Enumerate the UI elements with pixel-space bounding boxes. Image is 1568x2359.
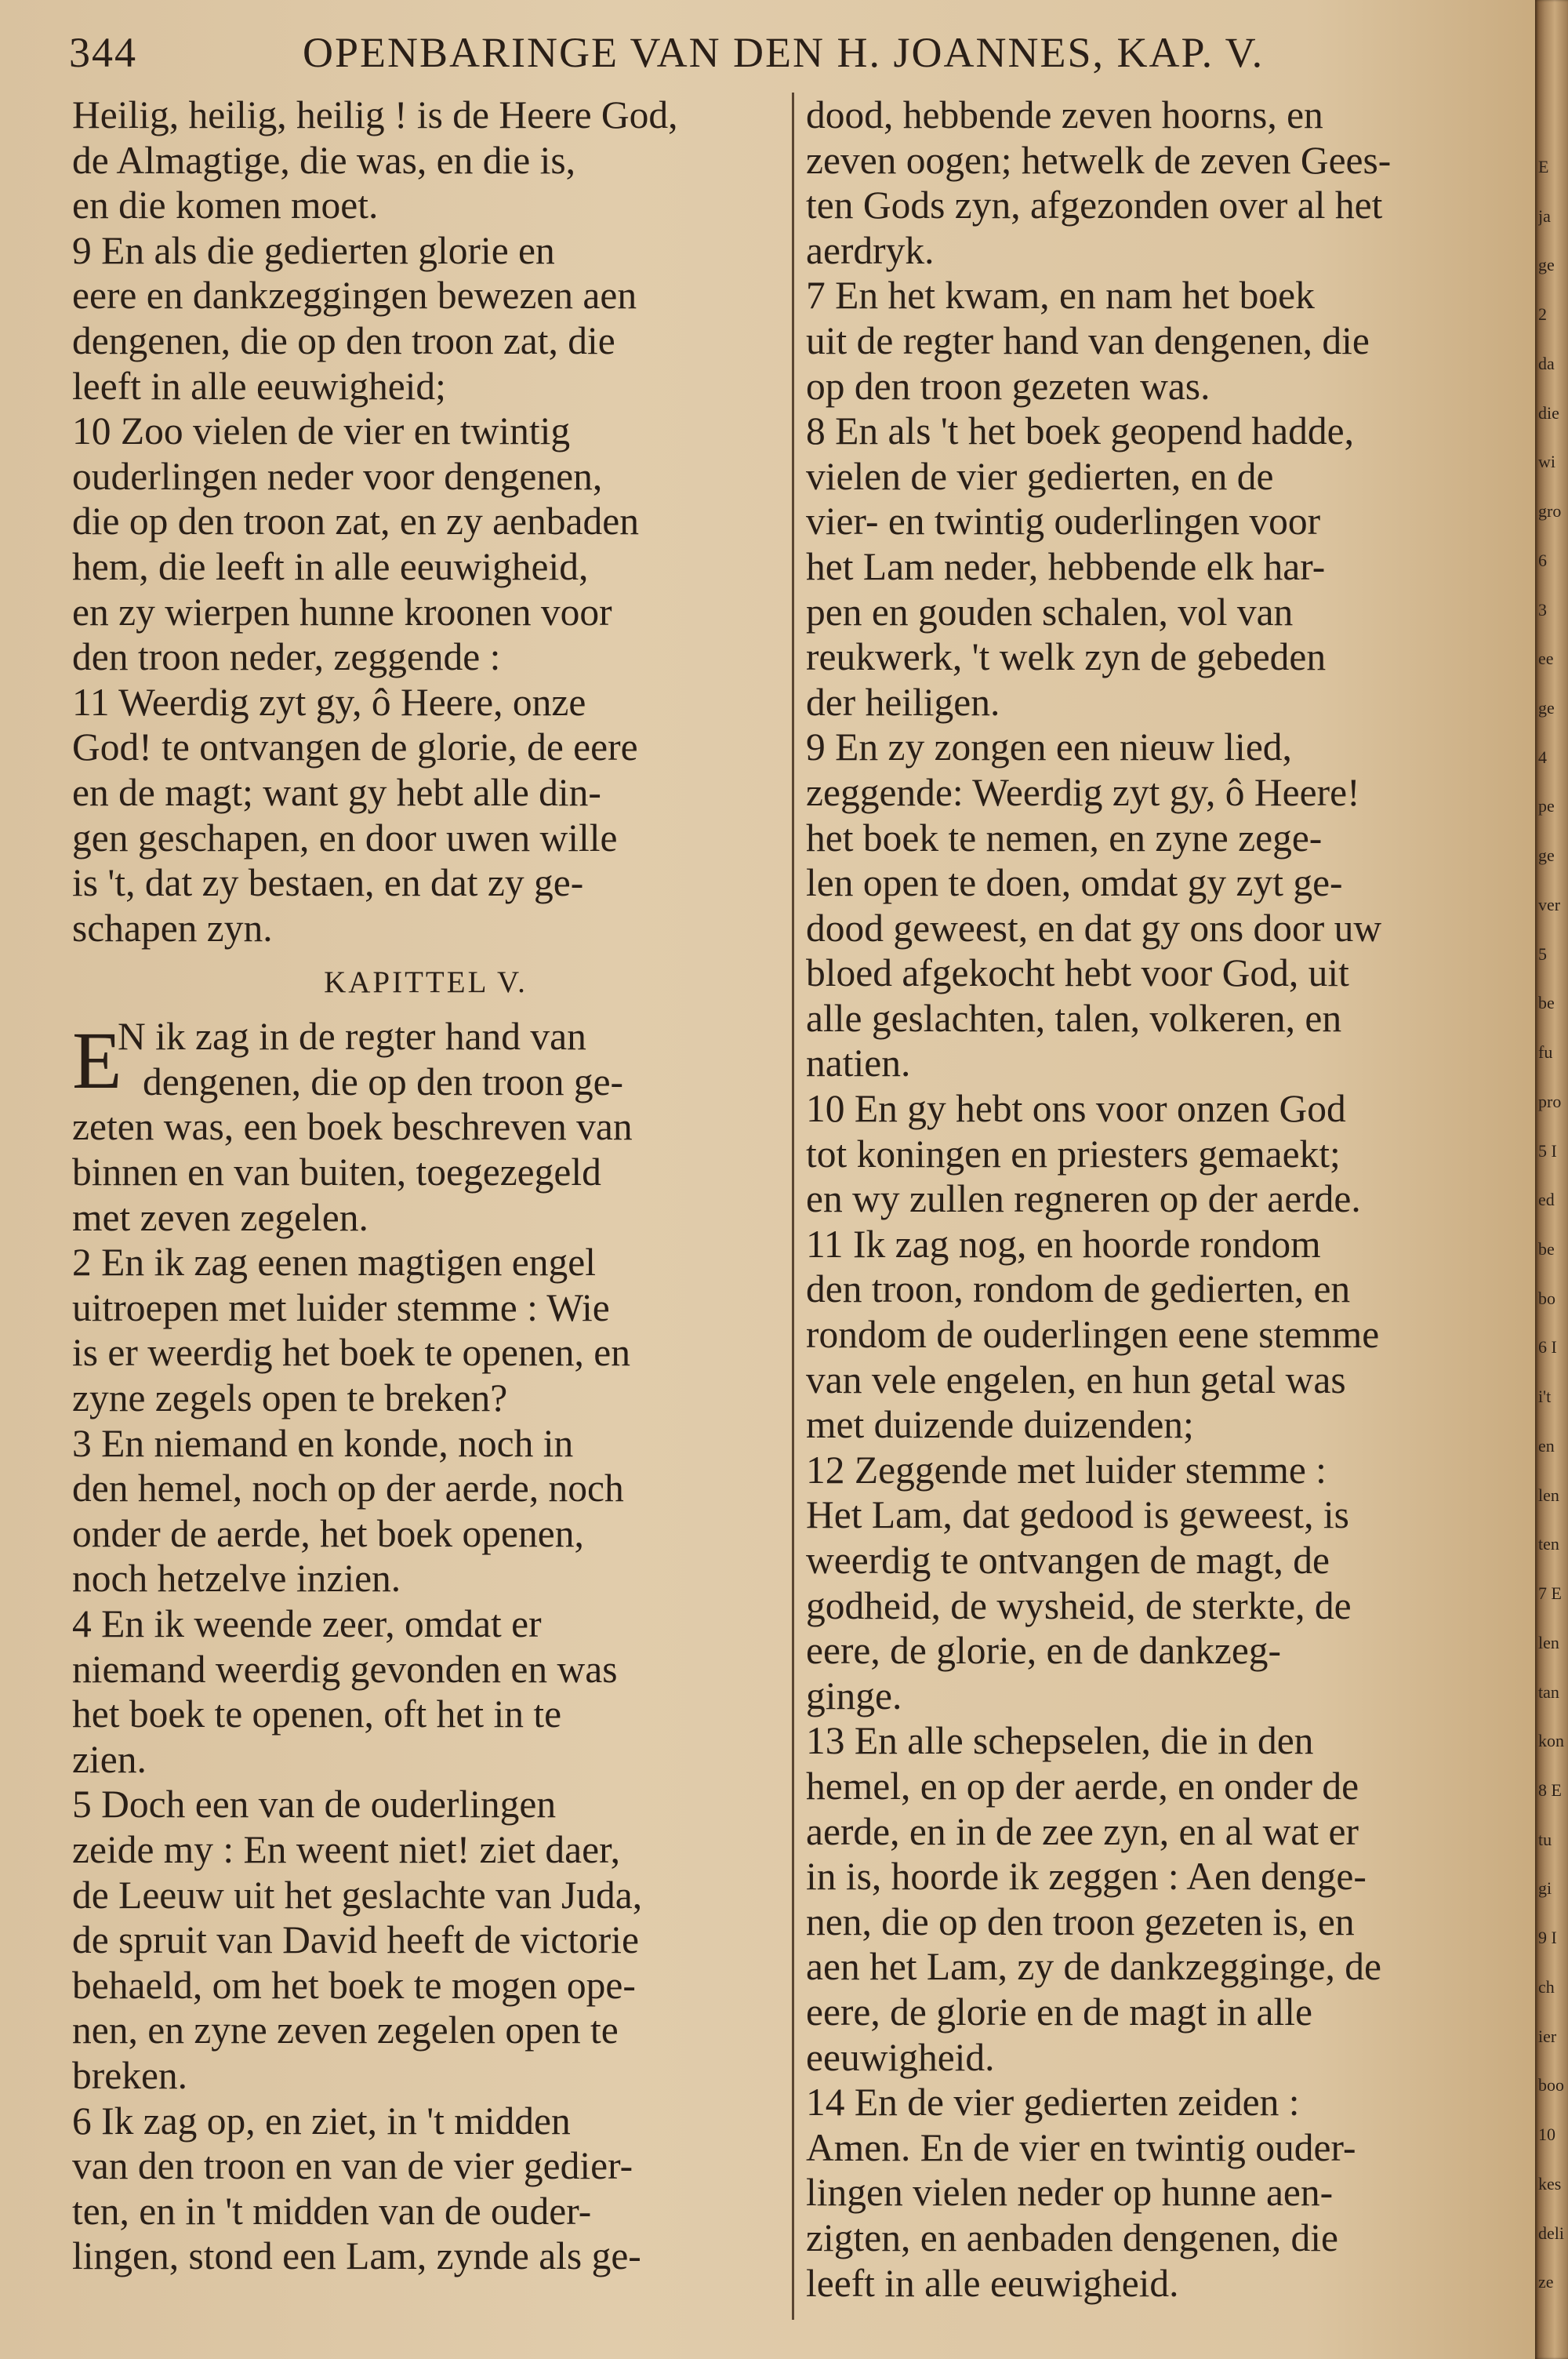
text-line: uitroepen met luider stemme : Wie [72, 1285, 610, 1329]
text-line: 9 En als die gedierten glorie en [72, 228, 555, 272]
text-line: het boek te nemen, en zyne zege- [806, 816, 1323, 860]
text-line: bloed afgekocht hebt voor God, uit [806, 951, 1349, 995]
margin-fragment: bo [1538, 1289, 1555, 1308]
text-line: pen en gouden schalen, vol van [806, 590, 1294, 634]
text-line: 10 Zoo vielen de vier en twintig [72, 409, 571, 453]
text-line: van den troon en van de vier gedier- [72, 2144, 633, 2188]
text-line: 4 En ik weende zeer, omdat er [72, 1602, 542, 1645]
margin-fragment: ch [1538, 1977, 1555, 1997]
text-line: God! te ontvangen de glorie, de eere [72, 725, 638, 769]
margin-fragment: 8 E [1538, 1780, 1562, 1800]
text-line: 10 En gy hebt ons voor onzen God [806, 1087, 1346, 1131]
text-line: schapen zyn. [72, 906, 273, 950]
margin-fragment: 6 I [1538, 1337, 1557, 1357]
text-line: ten, en in 't midden van de ouder- [72, 2189, 592, 2233]
margin-fragment: ge [1538, 698, 1555, 718]
text-line: 11 Ik zag nog, en hoorde rondom [806, 1222, 1321, 1266]
margin-fragment: len [1538, 1633, 1559, 1652]
margin-fragment: kes [1538, 2174, 1562, 2194]
text-line: ginge. [806, 1674, 902, 1717]
text-line: aerde, en in de zee zyn, en al wat er [806, 1809, 1359, 1853]
margin-fragment: 2 [1538, 304, 1547, 324]
text-line: lingen, stond een Lam, zynde als ge- [72, 2234, 641, 2278]
text-line: is 't, dat zy bestaen, en dat zy ge- [72, 861, 584, 905]
text-line: 12 Zeggende met luider stemme : [806, 1448, 1327, 1492]
margin-fragment: ier [1538, 2026, 1557, 2046]
chapter-heading: KAPITTEL V. [324, 965, 528, 1000]
text-line: 6 Ik zag op, en ziet, in 't midden [72, 2099, 571, 2143]
text-line: de spruit van David heeft de victorie [72, 1918, 639, 1962]
text-line: len open te doen, omdat gy zyt ge- [806, 861, 1343, 905]
running-title: OPENBARINGE VAN DEN H. JOANNES, KAP. V. [303, 29, 1265, 76]
text-line: hemel, en op der aerde, en onder de [806, 1764, 1359, 1808]
text-line: nen, en zyne zeven zegelen open te [72, 2008, 619, 2052]
column-divider [792, 93, 794, 2320]
text-line: en die komen moet. [72, 184, 379, 227]
margin-fragment: kon [1538, 1731, 1564, 1750]
text-line: dood geweest, en dat gy ons door uw [806, 906, 1382, 950]
text-line: en wy zullen regneren op der aerde. [806, 1177, 1361, 1221]
text-line: en de magt; want gy hebt alle din- [72, 770, 601, 814]
margin-fragment: be [1538, 993, 1555, 1012]
margin-fragment: tu [1538, 1830, 1552, 1849]
text-line: het Lam neder, hebbende elk har- [806, 544, 1326, 588]
text-line: weerdig te ontvangen de magt, de [806, 1539, 1330, 1582]
margin-fragment: die [1538, 403, 1559, 423]
margin-fragment: en [1538, 1436, 1555, 1456]
text-line: in is, hoorde ik zeggen : Aen denge- [806, 1855, 1367, 1899]
text-line: zien. [72, 1737, 147, 1781]
margin-fragment: tan [1538, 1682, 1559, 1702]
text-line: rondom de ouderlingen eene stemme [806, 1313, 1380, 1357]
text-line: natien. [806, 1041, 911, 1085]
text-line: met zeven zegelen. [72, 1195, 368, 1239]
margin-fragment: E [1538, 157, 1549, 176]
text-line: de Almagtige, die was, en die is, [72, 138, 575, 182]
margin-fragment: da [1538, 354, 1555, 373]
margin-fragment: ge [1538, 845, 1555, 865]
text-line: onder de aerde, het boek openen, [72, 1511, 584, 1555]
margin-fragment: ten [1538, 1534, 1559, 1554]
text-line: binnen en van buiten, toegezegeld [72, 1150, 601, 1194]
text-line: den hemel, noch op der aerde, noch [72, 1467, 624, 1510]
text-line: ouderlingen neder voor dengenen, [72, 454, 603, 498]
text-line: op den troon gezeten was. [806, 364, 1210, 408]
text-line: den troon, rondom de gedierten, en [806, 1267, 1351, 1311]
drop-cap: E [72, 1016, 122, 1107]
text-line: der heiligen. [806, 680, 1000, 724]
text-line: hem, die leeft in alle eeuwigheid, [72, 544, 589, 588]
text-line: leeft in alle eeuwigheid. [806, 2261, 1179, 2305]
text-line: zigten, en aenbaden dengenen, die [806, 2215, 1338, 2259]
text-line: en zy wierpen hunne kroonen voor [72, 590, 612, 634]
margin-fragment: i't [1538, 1387, 1552, 1406]
margin-fragment: len [1538, 1485, 1559, 1505]
text-line: het boek te openen, oft het in te [72, 1692, 562, 1736]
text-line: reukwerk, 't welk zyn de gebeden [806, 635, 1327, 679]
text-line: alle geslachten, talen, volkeren, en [806, 996, 1342, 1040]
margin-fragment: ze [1538, 2272, 1554, 2292]
text-line: 7 En het kwam, en nam het boek [806, 274, 1315, 318]
text-line: die op den troon zat, en zy aenbaden [72, 500, 639, 543]
text-line: leeft in alle eeuwigheid; [72, 364, 446, 408]
page-number: 344 [69, 29, 137, 76]
margin-fragment: ed [1538, 1190, 1555, 1209]
text-line: uit de regter hand van dengenen, die [806, 318, 1370, 362]
margin-fragment: ee [1538, 649, 1554, 668]
margin-fragment: gi [1538, 1878, 1552, 1898]
text-line: lingen vielen neder op hunne aen- [806, 2171, 1334, 2215]
margin-fragment: 6 [1538, 551, 1547, 570]
text-line: dengenen, die op den troon ge- [143, 1060, 624, 1103]
text-line: behaeld, om het boek te mogen ope- [72, 1963, 636, 2007]
text-line: eeuwigheid. [806, 2035, 995, 2079]
margin-fragment: be [1538, 1239, 1555, 1259]
text-line: 11 Weerdig zyt gy, ô Heere, onze [72, 680, 586, 724]
margin-fragment: pro [1538, 1092, 1562, 1111]
text-line: dood, hebbende zeven hoorns, en [806, 93, 1323, 136]
text-line: eere, de glorie, en de dankzeg- [806, 1629, 1282, 1673]
margin-fragment: ja [1538, 206, 1551, 226]
text-line: zyne zegels open te breken? [72, 1376, 508, 1420]
margin-fragment: ver [1538, 895, 1561, 914]
text-line: vier- en twintig ouderlingen voor [806, 500, 1321, 543]
text-line: aen het Lam, zy de dankzegginge, de [806, 1945, 1381, 1989]
text-line: van vele engelen, en hun getal was [806, 1358, 1346, 1401]
margin-fragment: 5 [1538, 944, 1547, 964]
text-line: nen, die op den troon gezeten is, en [806, 1899, 1355, 1943]
text-line: godheid, de wysheid, de sterkte, de [806, 1583, 1352, 1627]
margin-fragment: ge [1538, 255, 1555, 274]
text-line: noch hetzelve inzien. [72, 1557, 401, 1601]
text-line: zeven oogen; hetwelk de zeven Gees- [806, 138, 1392, 182]
margin-fragment: wi [1538, 452, 1555, 471]
margin-fragment: 4 [1538, 747, 1547, 767]
text-line: 8 En als 't het boek geopend hadde, [806, 409, 1354, 453]
margin-fragment: 10 [1538, 2125, 1555, 2144]
text-line: eere, de glorie en de magt in alle [806, 1990, 1312, 2034]
text-line: 2 En ik zag eenen magtigen engel [72, 1241, 596, 1285]
text-line: den troon neder, zeggende : [72, 635, 501, 679]
text-line: tot koningen en priesters gemaekt; [806, 1132, 1341, 1176]
right-column [806, 93, 1512, 2306]
text-line: gen geschapen, en door uwen wille [72, 816, 618, 860]
text-line: N ik zag in de regter hand van [118, 1015, 586, 1059]
page-header [69, 28, 1308, 83]
margin-fragment: boo [1538, 2075, 1564, 2095]
text-line: breken. [72, 2053, 188, 2097]
margin-fragment: 3 [1538, 600, 1547, 620]
text-line: 13 En alle schepselen, die in den [806, 1719, 1314, 1763]
text-line: vielen de vier gedierten, en de [806, 454, 1274, 498]
text-line: Heilig, heilig, heilig ! is de Heere God, [72, 93, 678, 136]
margin-fragment: 7 E [1538, 1583, 1562, 1603]
margin-fragment: 9 I [1538, 1928, 1557, 1947]
text-line: niemand weerdig gevonden en was [72, 1647, 618, 1691]
text-line: 3 En niemand en konde, noch in [72, 1421, 574, 1465]
text-line: eere en dankzeggingen bewezen aen [72, 274, 637, 318]
text-line: de Leeuw uit het geslachte van Juda, [72, 1873, 643, 1917]
margin-fragment: fu [1538, 1042, 1553, 1062]
margin-fragment: pe [1538, 796, 1555, 816]
text-line: zeten was, een boek beschreven van [72, 1105, 633, 1149]
text-line: Het Lam, dat gedood is geweest, is [806, 1493, 1349, 1537]
text-line: dengenen, die op den troon zat, die [72, 318, 615, 362]
text-line: aerdryk. [806, 228, 935, 272]
text-line: 5 Doch een van de ouderlingen [72, 1783, 557, 1826]
margin-fragment: 5 I [1538, 1141, 1557, 1161]
text-line: Amen. En de vier en twintig ouder- [806, 2125, 1356, 2169]
text-line: zeggende: Weerdig zyt gy, ô Heere! [806, 770, 1360, 814]
text-line: is er weerdig het boek te openen, en [72, 1331, 630, 1375]
text-line: zeide my : En weent niet! ziet daer, [72, 1827, 620, 1871]
left-column [72, 93, 779, 2279]
text-line: 14 En de vier gedierten zeiden : [806, 2081, 1300, 2125]
margin-fragment: gro [1538, 501, 1562, 521]
text-line: ten Gods zyn, afgezonden over al het [806, 184, 1383, 227]
text-line: 9 En zy zongen een nieuw lied, [806, 725, 1292, 769]
margin-fragment: deli [1538, 2223, 1564, 2243]
text-line: met duizende duizenden; [806, 1403, 1194, 1447]
